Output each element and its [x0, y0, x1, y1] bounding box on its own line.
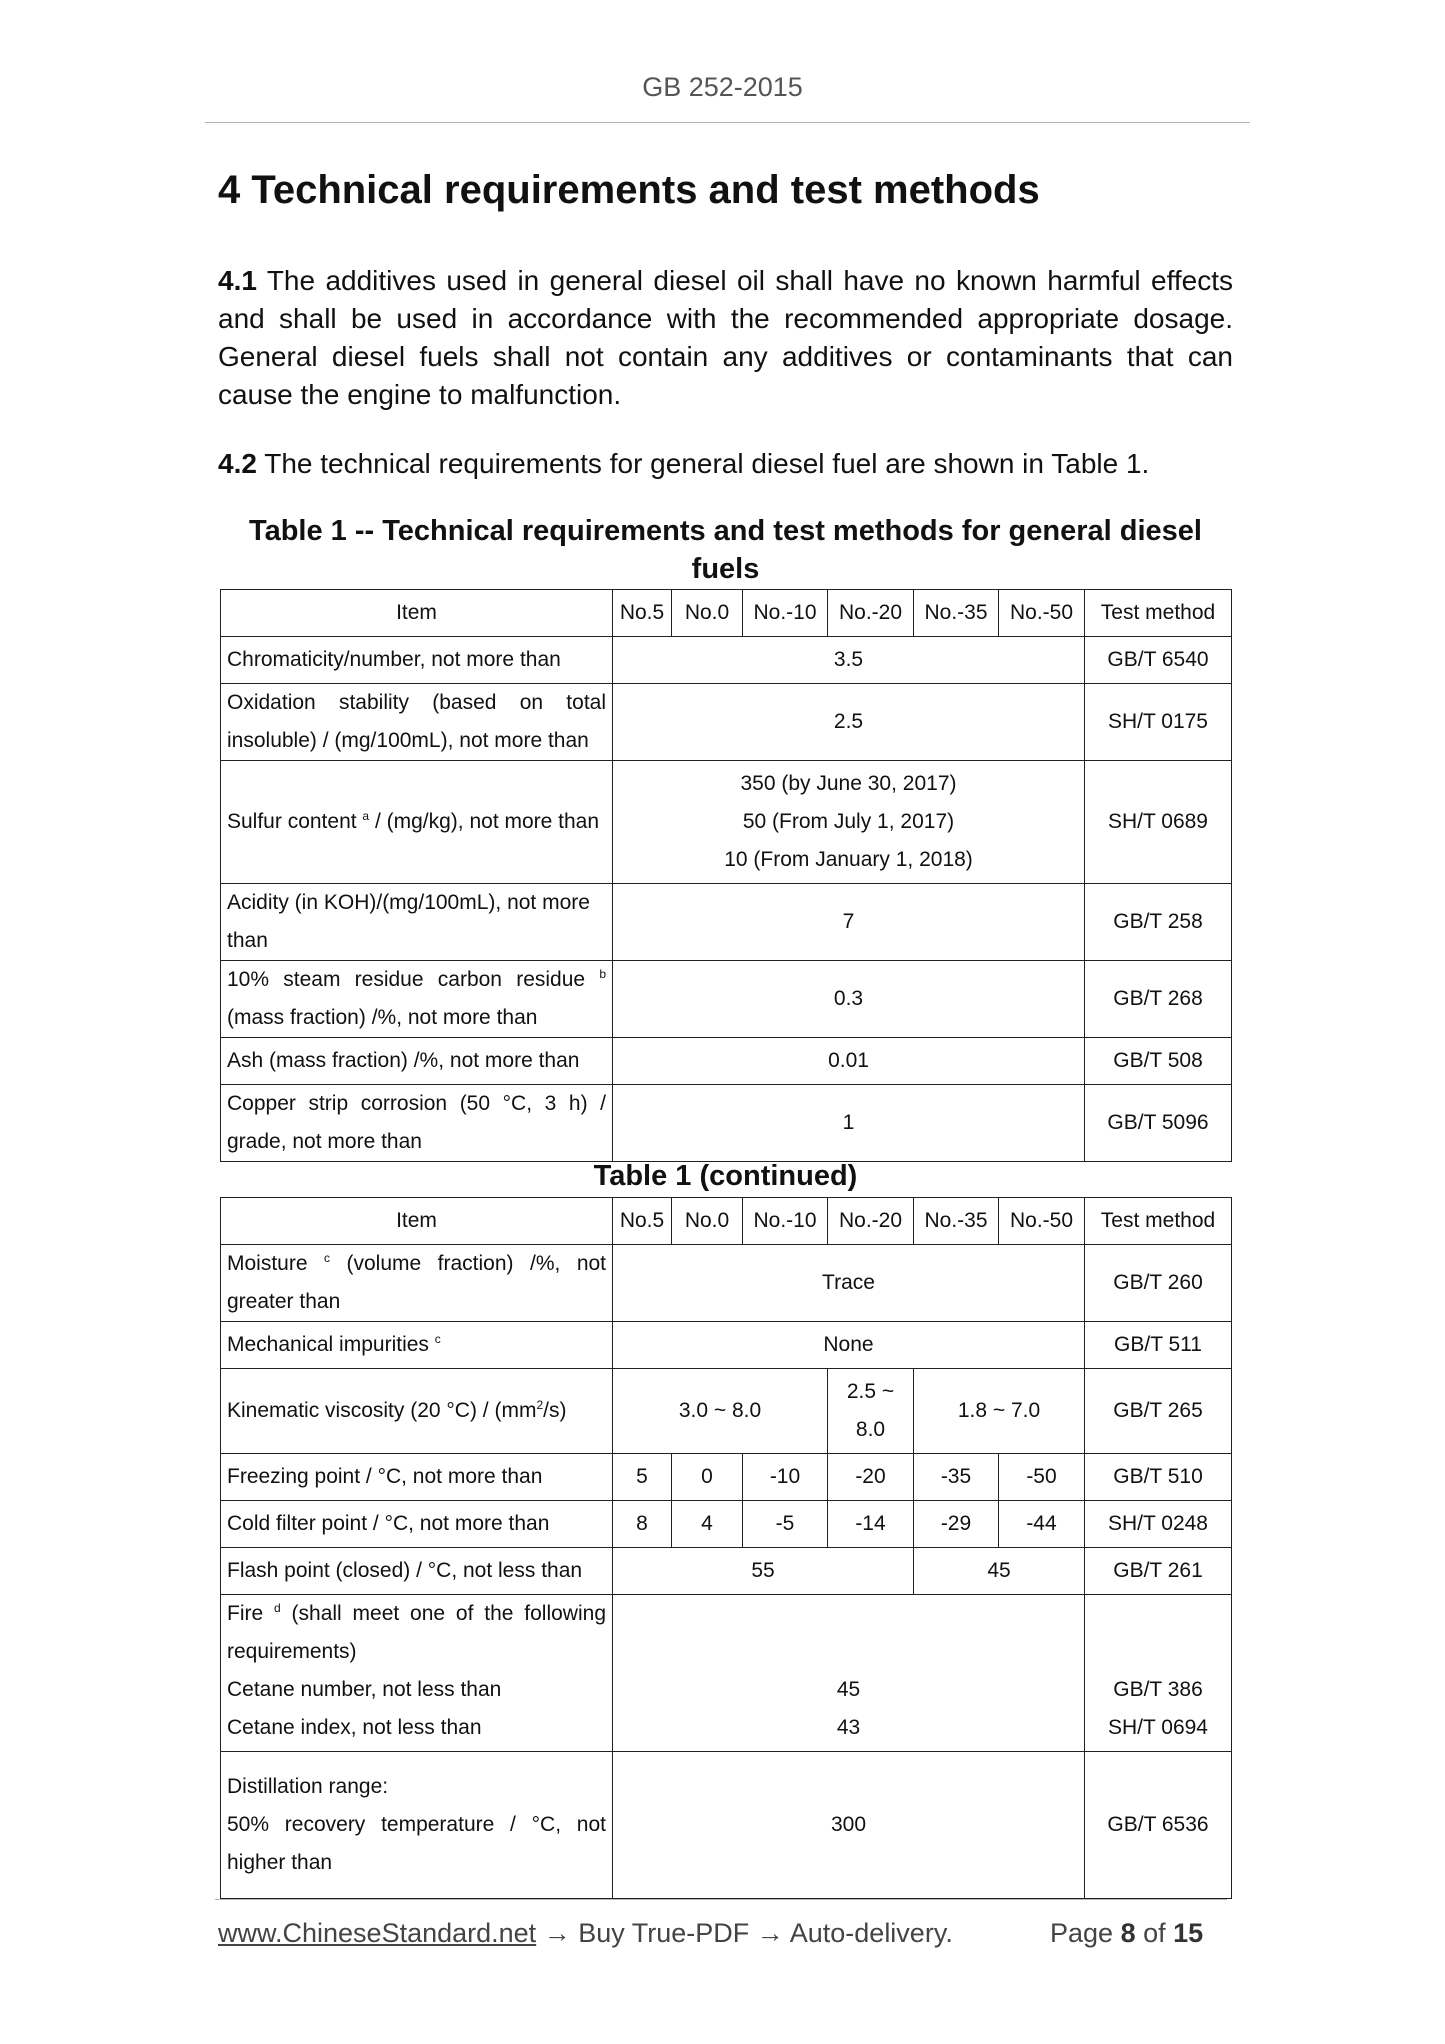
footnote-marker: b — [599, 967, 606, 981]
clause-number: 4.2 — [218, 448, 257, 479]
method-cell: GB/T 6540 — [1085, 637, 1232, 684]
unit-superscript: 2 — [536, 1398, 544, 1412]
item-cell — [221, 1245, 613, 1322]
value-cell: -44 — [999, 1501, 1085, 1548]
value-cell: 300 — [613, 1752, 1085, 1899]
value-line: 10 (From January 1, 2018) — [724, 848, 973, 871]
table-row — [221, 1085, 1232, 1162]
method-cell: GB/T 258 — [1085, 884, 1232, 961]
value-cell: 4 — [672, 1501, 743, 1548]
table-row — [221, 1454, 1232, 1501]
clause-number: 4.1 — [218, 265, 257, 296]
clause-text: The additives used in general diesel oil shall have no known harmful effects and shall be used in accordance with the recommended appropriate dosage. General diesel fuels shall not contain any additives or contaminants that can cause the engine to malfunction. — [218, 265, 1233, 410]
item-cell: Ash (mass fraction) /%, not more than — [221, 1038, 613, 1085]
table-row — [221, 1369, 1232, 1454]
clause-text: The technical requirements for general diesel fuel are shown in Table 1. — [256, 448, 1150, 479]
table-row — [221, 1595, 1232, 1752]
table-row — [221, 1548, 1232, 1595]
value-cell: 8 — [613, 1501, 672, 1548]
method-cell: GB/T 5096 — [1085, 1085, 1232, 1162]
item-text: Sulfur content — [227, 810, 363, 833]
table-row — [221, 637, 1232, 684]
item-text: (volume fraction) /%, not greater than — [227, 1252, 607, 1313]
col-header: No.5 — [613, 590, 672, 637]
method-cell: GB/T 511 — [1085, 1322, 1232, 1369]
value-line: 50 (From July 1, 2017) — [742, 810, 955, 833]
paragraph-4-2 — [218, 445, 1233, 483]
method-cell: SH/T 0248 — [1085, 1501, 1232, 1548]
value-cell: 7 — [613, 884, 1085, 961]
item-text: / (mg/kg), not more than — [369, 810, 600, 833]
item-cell: Oxidation stability (based on total insoluble) / (mg/100mL), not more than — [221, 684, 613, 761]
method-cell: GB/T 6536 — [1085, 1752, 1232, 1899]
col-header: No.0 — [672, 1198, 743, 1245]
value-cell: 1 — [613, 1085, 1085, 1162]
table-row — [221, 884, 1232, 961]
col-header: No.-50 — [999, 1198, 1085, 1245]
item-text: Mechanical impurities — [227, 1333, 435, 1356]
method-cell: GB/T 268 — [1085, 961, 1232, 1038]
page-word: Page — [1050, 1918, 1121, 1948]
item-text: Kinematic viscosity (20 °C) / (mm — [227, 1399, 537, 1422]
header-divider — [205, 122, 1250, 123]
item-text: (shall meet one of the following requirements) — [227, 1602, 606, 1663]
table-1-continued-caption: Table 1 (continued) — [593, 1160, 858, 1192]
item-text: 10% steam residue carbon residue — [227, 968, 600, 991]
value-cell: 3.5 — [613, 637, 1085, 684]
current-page: 8 — [1120, 1918, 1136, 1948]
col-header: No.-50 — [999, 590, 1085, 637]
cetane-index-method: SH/T 0694 — [1107, 1716, 1208, 1739]
table-row — [221, 761, 1232, 884]
method-cell: GB/T 265 — [1085, 1369, 1232, 1454]
paragraph-4-1 — [218, 262, 1233, 414]
item-text: (mass fraction) /%, not more than — [227, 1006, 538, 1029]
value-cell — [613, 1595, 1085, 1752]
value-cell: -14 — [828, 1501, 914, 1548]
table-row — [221, 1038, 1232, 1085]
col-header: No.-20 — [828, 590, 914, 637]
col-header: No.-10 — [743, 1198, 828, 1245]
footnote-marker: c — [434, 1332, 441, 1346]
table-row — [221, 1752, 1232, 1899]
item-text: Fire — [227, 1602, 274, 1625]
item-cell: Cold filter point / °C, not more than — [221, 1501, 613, 1548]
value-cell: 2.5 — [613, 684, 1085, 761]
cetane-index-label: Cetane index, not less than — [227, 1716, 482, 1739]
table-row — [221, 1245, 1232, 1322]
value-cell: None — [613, 1322, 1085, 1369]
method-cell — [1085, 1595, 1232, 1752]
cetane-number-value: 45 — [836, 1678, 861, 1701]
item-cell — [221, 1369, 613, 1454]
table-row — [221, 684, 1232, 761]
method-cell: SH/T 0175 — [1085, 684, 1232, 761]
method-cell: SH/T 0689 — [1085, 761, 1232, 884]
fire-requirement — [227, 1595, 606, 1671]
item-cell — [221, 761, 613, 884]
col-header: Test method — [1085, 590, 1232, 637]
item-cell: Copper strip corrosion (50 °C, 3 h) / grade, not more than — [221, 1085, 613, 1162]
section-title: 4 Technical requirements and test methods — [218, 168, 1040, 212]
value-cell — [613, 761, 1085, 884]
value-cell: -35 — [914, 1454, 999, 1501]
item-cell — [221, 1595, 613, 1752]
table-row — [221, 1322, 1232, 1369]
table-1-caption: Table 1 -- Technical requirements and test methods for general diesel fuels — [249, 515, 1202, 585]
value-cell: 1.8 ~ 7.0 — [914, 1369, 1085, 1454]
col-header: No.-10 — [743, 590, 828, 637]
col-header: Item — [221, 590, 613, 637]
col-header: No.-35 — [914, 590, 999, 637]
table-1-continued — [220, 1197, 1232, 1899]
distillation-sub: 50% recovery temperature / °C, not higher than — [227, 1813, 606, 1874]
footnote-marker: d — [274, 1601, 281, 1615]
table-header-row — [221, 590, 1232, 637]
col-header: Item — [221, 1198, 613, 1245]
col-header: No.-20 — [828, 1198, 914, 1245]
method-cell: GB/T 510 — [1085, 1454, 1232, 1501]
footer-promo — [218, 1918, 953, 1949]
page-number — [1050, 1918, 1203, 1949]
col-header: No.0 — [672, 590, 743, 637]
website-link[interactable]: www.ChineseStandard.net — [218, 1918, 537, 1948]
method-cell: GB/T 260 — [1085, 1245, 1232, 1322]
value-cell: 45 — [914, 1548, 1085, 1595]
value-cell: 2.5 ~ 8.0 — [828, 1369, 914, 1454]
item-text: /s) — [543, 1399, 567, 1422]
distillation-label: Distillation range: — [227, 1775, 389, 1798]
footer-divider — [215, 1899, 1227, 1900]
value-cell: -29 — [914, 1501, 999, 1548]
value-cell: -20 — [828, 1454, 914, 1501]
item-cell: Freezing point / °C, not more than — [221, 1454, 613, 1501]
cetane-number-label: Cetane number, not less than — [227, 1678, 502, 1701]
col-header: No.-35 — [914, 1198, 999, 1245]
item-cell: Chromaticity/number, not more than — [221, 637, 613, 684]
value-cell: -50 — [999, 1454, 1085, 1501]
value-cell: -10 — [743, 1454, 828, 1501]
of-word: of — [1135, 1918, 1174, 1948]
value-cell: 3.0 ~ 8.0 — [613, 1369, 828, 1454]
method-cell: GB/T 508 — [1085, 1038, 1232, 1085]
document-header-code: GB 252-2015 — [642, 72, 803, 102]
table-row — [221, 1501, 1232, 1548]
cetane-index-value: 43 — [836, 1716, 861, 1739]
item-cell: Flash point (closed) / °C, not less than — [221, 1548, 613, 1595]
value-cell: 0.3 — [613, 961, 1085, 1038]
footnote-marker: a — [362, 809, 370, 823]
value-cell: Trace — [613, 1245, 1085, 1322]
table-row — [221, 961, 1232, 1038]
item-cell: Acidity (in KOH)/(mg/100mL), not more than — [221, 884, 613, 961]
value-cell: 0.01 — [613, 1038, 1085, 1085]
method-cell: GB/T 261 — [1085, 1548, 1232, 1595]
promo-text: → Buy True-PDF → Auto-delivery. — [536, 1918, 953, 1948]
value-cell: 0 — [672, 1454, 743, 1501]
value-cell: 5 — [613, 1454, 672, 1501]
footnote-marker: c — [324, 1251, 331, 1265]
table-header-row — [221, 1198, 1232, 1245]
col-header: No.5 — [613, 1198, 672, 1245]
value-cell: -5 — [743, 1501, 828, 1548]
col-header: Test method — [1085, 1198, 1232, 1245]
item-cell — [221, 1752, 613, 1899]
cetane-number-method: GB/T 386 — [1113, 1678, 1203, 1701]
value-line: 350 (by June 30, 2017) — [740, 772, 957, 795]
table-1 — [220, 589, 1232, 1162]
item-cell — [221, 1322, 613, 1369]
total-pages: 15 — [1173, 1918, 1204, 1948]
item-cell — [221, 961, 613, 1038]
item-text: Moisture — [227, 1252, 325, 1275]
value-cell: 55 — [613, 1548, 914, 1595]
